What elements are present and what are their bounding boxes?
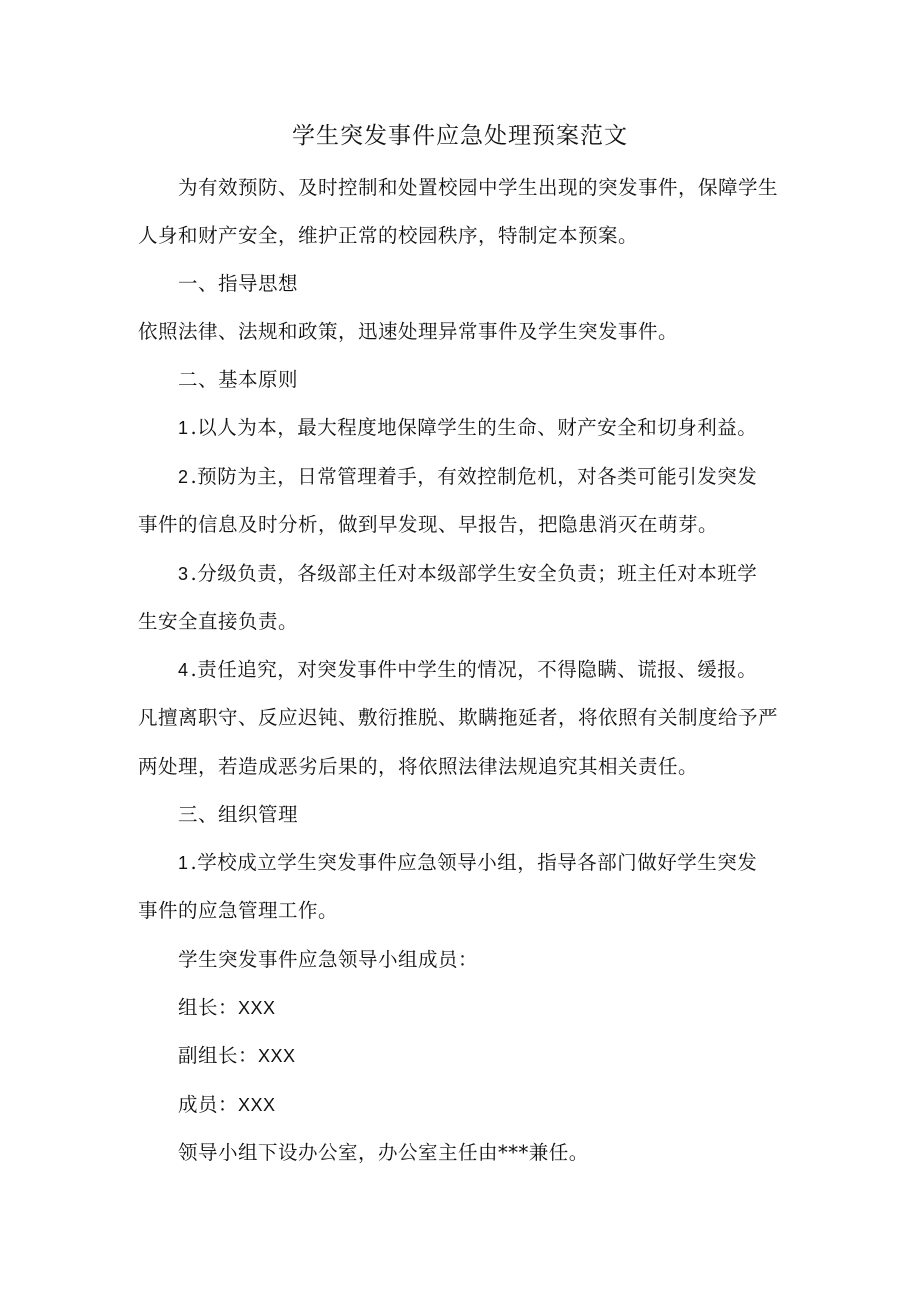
principle-2 bbox=[178, 461, 757, 493]
document-title: 学生突发事件应急处理预案范文 bbox=[292, 123, 628, 149]
principle-2-number: 2 bbox=[178, 467, 189, 487]
section-1-heading: 一、指导思想 bbox=[178, 272, 299, 295]
principle-1-text: .以人为本，最大程度地保障学生的生命、财产安全和切身利益。 bbox=[190, 416, 758, 439]
principle-4-line-2: 凡擅离职守、反应迟钝、敷衍推脱、欺瞒拖延者，将依照有关制度给予严 bbox=[138, 706, 779, 729]
principle-4-line-3: 两处理，若造成恶劣后果的，将依照法律法规追究其相关责任。 bbox=[138, 755, 699, 778]
members-line bbox=[178, 1089, 276, 1121]
section-2-heading: 二、基本原则 bbox=[178, 368, 299, 391]
principle-1 bbox=[178, 412, 757, 444]
members-label: 成员： bbox=[178, 1093, 239, 1116]
principle-3-number: 3 bbox=[178, 564, 189, 584]
organization-item-1-line-2: 事件的应急管理工作。 bbox=[138, 899, 339, 922]
principle-3-text: .分级负责，各级部主任对本级部学生安全负责；班主任对本班学 bbox=[190, 562, 758, 585]
deputy-leader-value: XXX bbox=[258, 1046, 296, 1066]
principle-2-line-2: 事件的信息及时分析，做到早发现、早报告，把隐患消灭在萌芽。 bbox=[138, 513, 719, 536]
members-value: XXX bbox=[238, 1095, 276, 1115]
intro-line-1: 为有效预防、及时控制和处置校园中学生出现的突发事件，保障学生 bbox=[178, 176, 779, 199]
intro-line-2: 人身和财产安全，维护正常的校园秩序，特制定本预案。 bbox=[138, 224, 639, 247]
deputy-leader-line bbox=[178, 1040, 296, 1072]
principle-3-line-2: 生安全直接负责。 bbox=[138, 610, 299, 633]
principle-2-text: .预防为主，日常管理着手，有效控制危机，对各类可能引发突发 bbox=[190, 465, 758, 488]
leader-label: 组长： bbox=[178, 996, 239, 1019]
members-intro: 学生突发事件应急领导小组成员： bbox=[178, 948, 479, 971]
principle-4-text: .责任追究，对突发事件中学生的情况，不得隐瞒、谎报、缓报。 bbox=[190, 658, 758, 681]
organization-item-1-number: 1 bbox=[178, 853, 189, 873]
organization-item-1 bbox=[178, 847, 757, 879]
principle-4-number: 4 bbox=[178, 660, 189, 680]
principle-3 bbox=[178, 558, 757, 590]
leader-value: XXX bbox=[238, 998, 276, 1018]
principle-1-number: 1 bbox=[178, 418, 189, 438]
section-1-body: 依照法律、法规和政策，迅速处理异常事件及学生突发事件。 bbox=[138, 320, 679, 343]
principle-4 bbox=[178, 654, 757, 686]
deputy-leader-label: 副组长： bbox=[178, 1044, 259, 1067]
office-line: 领导小组下设办公室，办公室主任由***兼任。 bbox=[178, 1141, 589, 1164]
section-3-heading: 三、组织管理 bbox=[178, 803, 299, 826]
leader-line bbox=[178, 992, 276, 1024]
organization-item-1-text: .学校成立学生突发事件应急领导小组，指导各部门做好学生突发 bbox=[190, 851, 758, 874]
